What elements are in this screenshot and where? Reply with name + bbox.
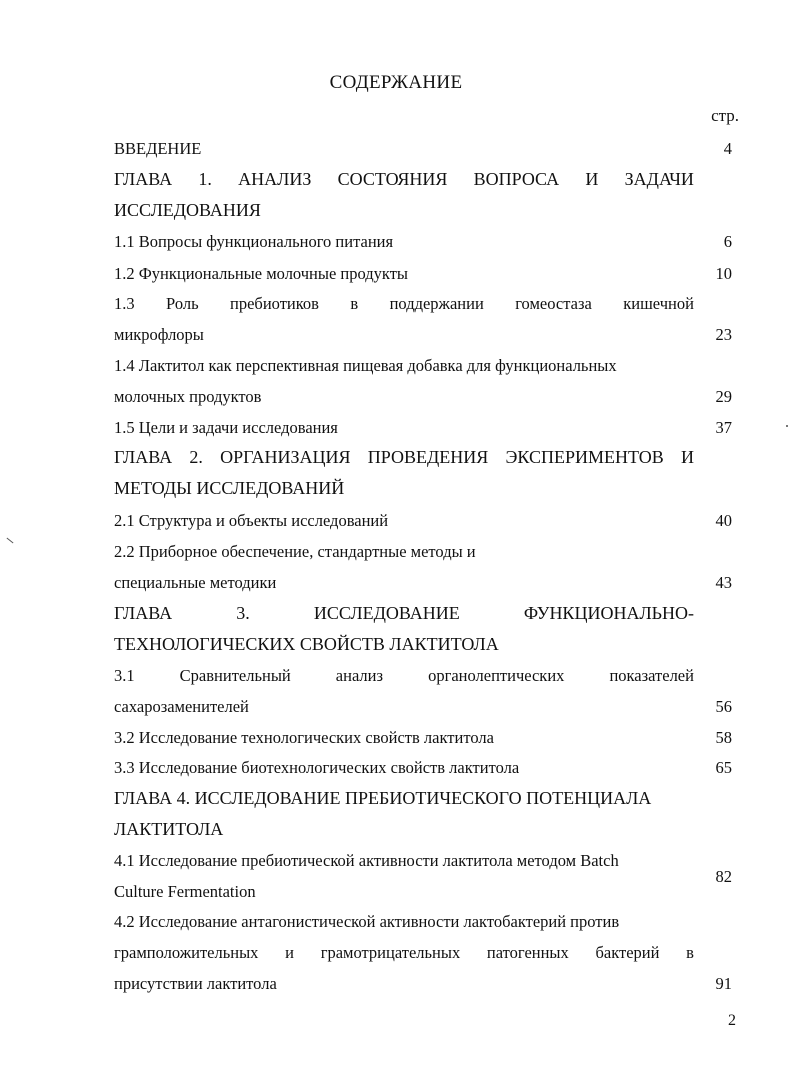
scan-dot xyxy=(786,425,788,427)
toc-line: 2.2 Приборное обеспечение, стандартные методы и xyxy=(114,542,476,561)
toc-page-number: 37 xyxy=(715,418,732,437)
toc-word: ФУНКЦИОНАЛЬНО- xyxy=(523,603,694,623)
toc-line xyxy=(114,598,694,629)
toc-chapter xyxy=(114,164,732,226)
toc-line: ТЕХНОЛОГИЧЕСКИХ СВОЙСТВ ЛАКТИТОЛА xyxy=(114,634,499,654)
toc-line: сахарозаменителей xyxy=(114,697,249,716)
toc-word: показателей xyxy=(609,666,694,685)
toc-page-number: 29 xyxy=(715,387,732,406)
toc-line: МЕТОДЫ ИССЛЕДОВАНИЙ xyxy=(114,478,345,498)
toc-chapter xyxy=(114,442,732,504)
toc-page-number: 43 xyxy=(715,573,732,592)
toc-entry xyxy=(114,906,732,999)
toc-word: ГЛАВА xyxy=(114,169,173,189)
toc-line xyxy=(114,660,694,691)
toc-word: 3. xyxy=(236,603,250,623)
toc-entry xyxy=(114,133,732,164)
toc-chapter xyxy=(114,598,732,660)
toc-word: ГЛАВА xyxy=(114,447,173,467)
toc-entry xyxy=(114,752,732,783)
toc-page-number: 4 xyxy=(723,139,732,158)
toc-line: 1.2 Функциональные молочные продукты xyxy=(114,264,409,283)
toc-line xyxy=(114,164,694,195)
toc-line xyxy=(114,937,694,968)
toc-word: ГЛАВА xyxy=(114,603,173,623)
toc-line: присутствии лактитола xyxy=(114,974,277,993)
scan-mark xyxy=(7,538,14,544)
toc-word: патогенных xyxy=(486,943,569,962)
page-column-header: стр. xyxy=(711,106,739,125)
toc-word: органолептических xyxy=(428,666,565,685)
toc-entry xyxy=(114,845,732,907)
toc-word: 3.1 xyxy=(114,666,135,685)
toc-word: грамположительных xyxy=(114,943,259,962)
toc-word: ВОПРОСА xyxy=(473,169,560,189)
toc-word: 2. xyxy=(189,447,203,467)
toc-entry xyxy=(114,258,732,289)
toc-entry xyxy=(114,350,732,412)
toc-line: 4.2 Исследование антагонистической активности лактобактерий против xyxy=(114,912,620,931)
toc-word: СОСТОЯНИЯ xyxy=(337,169,448,189)
toc-line: ЛАКТИТОЛА xyxy=(114,819,224,839)
footer-page-number: 2 xyxy=(728,1012,736,1029)
toc-page-number: 6 xyxy=(723,232,732,251)
toc-word: АНАЛИЗ xyxy=(238,169,312,189)
toc-line: специальные методики xyxy=(114,573,277,592)
toc-word: грамотрицательных xyxy=(320,943,461,962)
toc-line xyxy=(114,288,694,319)
toc-entry xyxy=(114,660,732,722)
toc-word: ИССЛЕДОВАНИЕ xyxy=(313,603,460,623)
toc-line: 1.4 Лактитол как перспективная пищевая добавка для функциональных xyxy=(114,356,617,375)
toc-line: 3.3 Исследование биотехнологических свойств лактитола xyxy=(114,758,520,777)
toc-line: 3.2 Исследование технологических свойств лактитола xyxy=(114,728,494,747)
toc-entry xyxy=(114,226,732,257)
toc-entry xyxy=(114,722,732,753)
toc-page-number: 91 xyxy=(715,974,732,993)
toc-line: ВВЕДЕНИЕ xyxy=(114,139,202,158)
toc-word: И xyxy=(680,447,694,467)
toc-word: 1. xyxy=(198,169,212,189)
toc-entry xyxy=(114,412,732,443)
toc-page-number: 58 xyxy=(715,728,732,747)
toc-word: ОРГАНИЗАЦИЯ xyxy=(220,447,351,467)
toc-word: Роль xyxy=(166,294,199,313)
toc-page-number: 10 xyxy=(715,264,732,283)
toc-line: ИССЛЕДОВАНИЯ xyxy=(114,200,261,220)
toc-page-number: 65 xyxy=(715,758,732,777)
toc-page-number: 40 xyxy=(715,511,732,530)
toc-word: кишечной xyxy=(623,294,694,313)
toc-line: 1.1 Вопросы функционального питания xyxy=(114,232,394,251)
toc-word: гомеостаза xyxy=(515,294,592,313)
toc-word: пребиотиков xyxy=(230,294,319,313)
toc-page-number: 56 xyxy=(715,697,732,716)
toc-entry xyxy=(114,288,732,350)
toc-entry xyxy=(114,536,732,598)
toc-line: молочных продуктов xyxy=(114,387,262,406)
toc-word: ЭКСПЕРИМЕНТОВ xyxy=(505,447,664,467)
toc-word: 1.3 xyxy=(114,294,135,313)
toc-word: в xyxy=(686,943,694,962)
toc-page-number: 23 xyxy=(715,325,732,344)
toc-line: микрофлоры xyxy=(114,325,204,344)
toc-word: Сравнительный xyxy=(179,666,291,685)
toc-line: 1.5 Цели и задачи исследования xyxy=(114,418,338,437)
toc-word: ЗАДАЧИ xyxy=(624,169,694,189)
toc-entry xyxy=(114,505,732,536)
toc-word: и xyxy=(285,943,294,962)
toc-line: Culture Fermentation xyxy=(114,882,256,901)
toc-word: в xyxy=(350,294,359,313)
toc-word: бактерий xyxy=(595,943,660,962)
toc-word: И xyxy=(585,169,599,189)
toc-line: 4.1 Исследование пребиотической активности лактитола методом Batch xyxy=(114,851,619,870)
toc-page-number: 82 xyxy=(715,866,732,886)
toc-line: 2.1 Структура и объекты исследований xyxy=(114,511,389,530)
page-title: СОДЕРЖАНИЕ xyxy=(329,72,463,93)
toc-word: анализ xyxy=(335,666,384,685)
toc-line xyxy=(114,442,694,473)
toc-word: ПРОВЕДЕНИЯ xyxy=(367,447,489,467)
toc-word: поддержании xyxy=(389,294,484,313)
toc-chapter xyxy=(114,783,732,845)
toc-line: ГЛАВА 4. ИССЛЕДОВАНИЕ ПРЕБИОТИЧЕСКОГО ПОТЕНЦИАЛА xyxy=(114,788,652,808)
